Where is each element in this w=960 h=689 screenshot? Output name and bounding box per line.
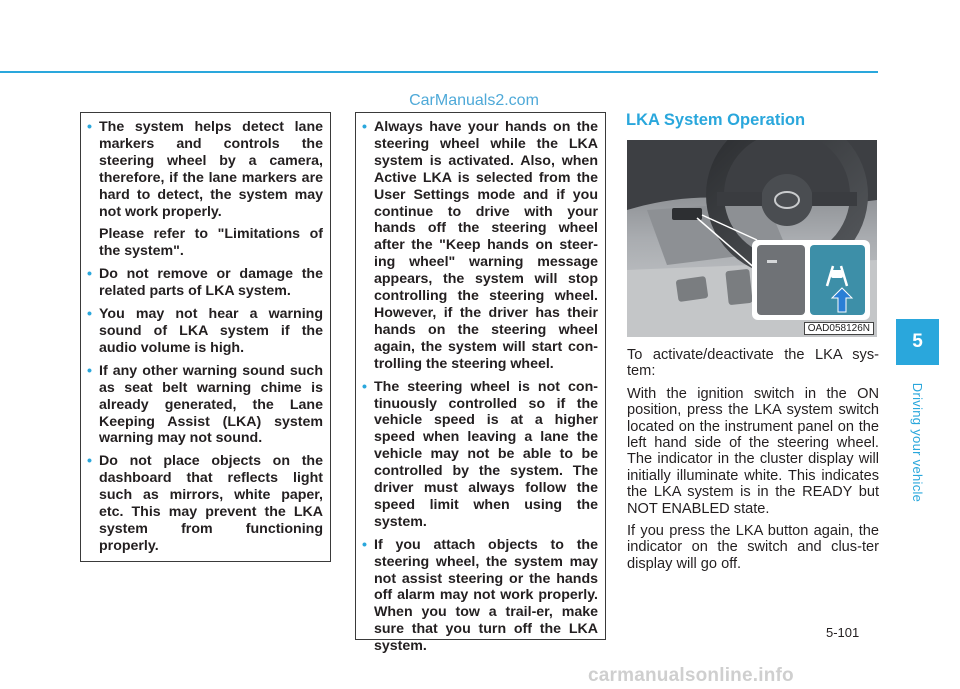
header-rule: [0, 71, 878, 73]
chapter-number-tab: 5: [896, 319, 939, 365]
bullet-icon: •: [87, 266, 92, 283]
bullet-item: • Do not remove or damage the related parts of LKA system.: [87, 266, 323, 300]
paragraph: To activate/deactivate the LKA sys-tem:: [627, 347, 879, 380]
bullet-icon: •: [87, 119, 92, 135]
bullet-item: • If any other warning sound such as seat belt warning chime is already generated, the Lane Keeping Assist (LKA) system warning may not sound.: [87, 362, 323, 447]
chapter-title-side: [896, 372, 939, 512]
bullet-icon: •: [87, 453, 92, 470]
bullet-icon: •: [87, 362, 92, 379]
watermark-bottom: carmanualsonline.info: [588, 665, 794, 686]
bullet-item: • If you attach objects to the steering wheel, the system may not assist steering or the hands off alarm may not work properly. When you tow a trail-er, make sure that you turn off the LKA system.: [362, 536, 598, 655]
bullet-subtext: Please refer to "Limitations of the system".: [99, 226, 323, 260]
bullet-item: • Do not place objects on the dashboard that reflects light such as mirrors, white paper, etc. This may prevent the LKA system from functioning properly.: [87, 453, 323, 554]
section-title: LKA System Operation: [626, 111, 806, 129]
image-code: OAD058126N: [804, 322, 874, 335]
dashboard-illustration: [627, 140, 877, 337]
lka-switch-photo: [627, 140, 877, 337]
bullet-item: • The steering wheel is not con-tinuously controlled so if the vehicle speed is at a higher speed when leaving a lane the vehicle may not be able to be controlled by the system. The driver must always follow the speed limit when using the system.: [362, 378, 598, 530]
caution-box-left: [80, 112, 331, 562]
bullet-item: • The system helps detect lane markers and controls the steering wheel by a camera, therefore, if the lane markers are hard to detect, the system may not work properly. Please refer to "Limitations of the system".: [87, 119, 323, 260]
bullet-icon: •: [362, 119, 367, 135]
chapter-title: Driving your vehicle: [910, 382, 925, 502]
bullet-icon: •: [87, 306, 92, 323]
page-number: 5-101: [826, 625, 860, 640]
paragraph: If you press the LKA button again, the indicator on the switch and clus-ter display will go off.: [627, 523, 879, 572]
watermark-top: CarManuals2.com: [409, 92, 539, 109]
bullet-item: • You may not hear a warning sound of LKA system if the audio volume is high.: [87, 306, 323, 356]
section-body: [627, 347, 879, 578]
bullet-item: • Always have your hands on the steering wheel while the LKA system is activated. Also, when Active LKA is selected from the User Settings mode and if you continue to drive with your hands off the steering wheel after the "Keep hands on steer-ing wheel" warning message appears, the system will stop controlling the steering wheel. However, if the driver has their hands on the steering wheel again, the system will start con-trolling the steering wheel.: [362, 119, 598, 372]
bullet-icon: •: [362, 378, 367, 395]
caution-box-middle: [355, 112, 606, 655]
bullet-icon: •: [362, 536, 367, 553]
paragraph: With the ignition switch in the ON position, press the LKA system switch located on the instrument panel on the left hand side of the steering wheel. The indicator in the cluster display will initially illuminate white. This indicates the LKA system is in the READY but NOT ENABLED state.: [627, 385, 879, 517]
